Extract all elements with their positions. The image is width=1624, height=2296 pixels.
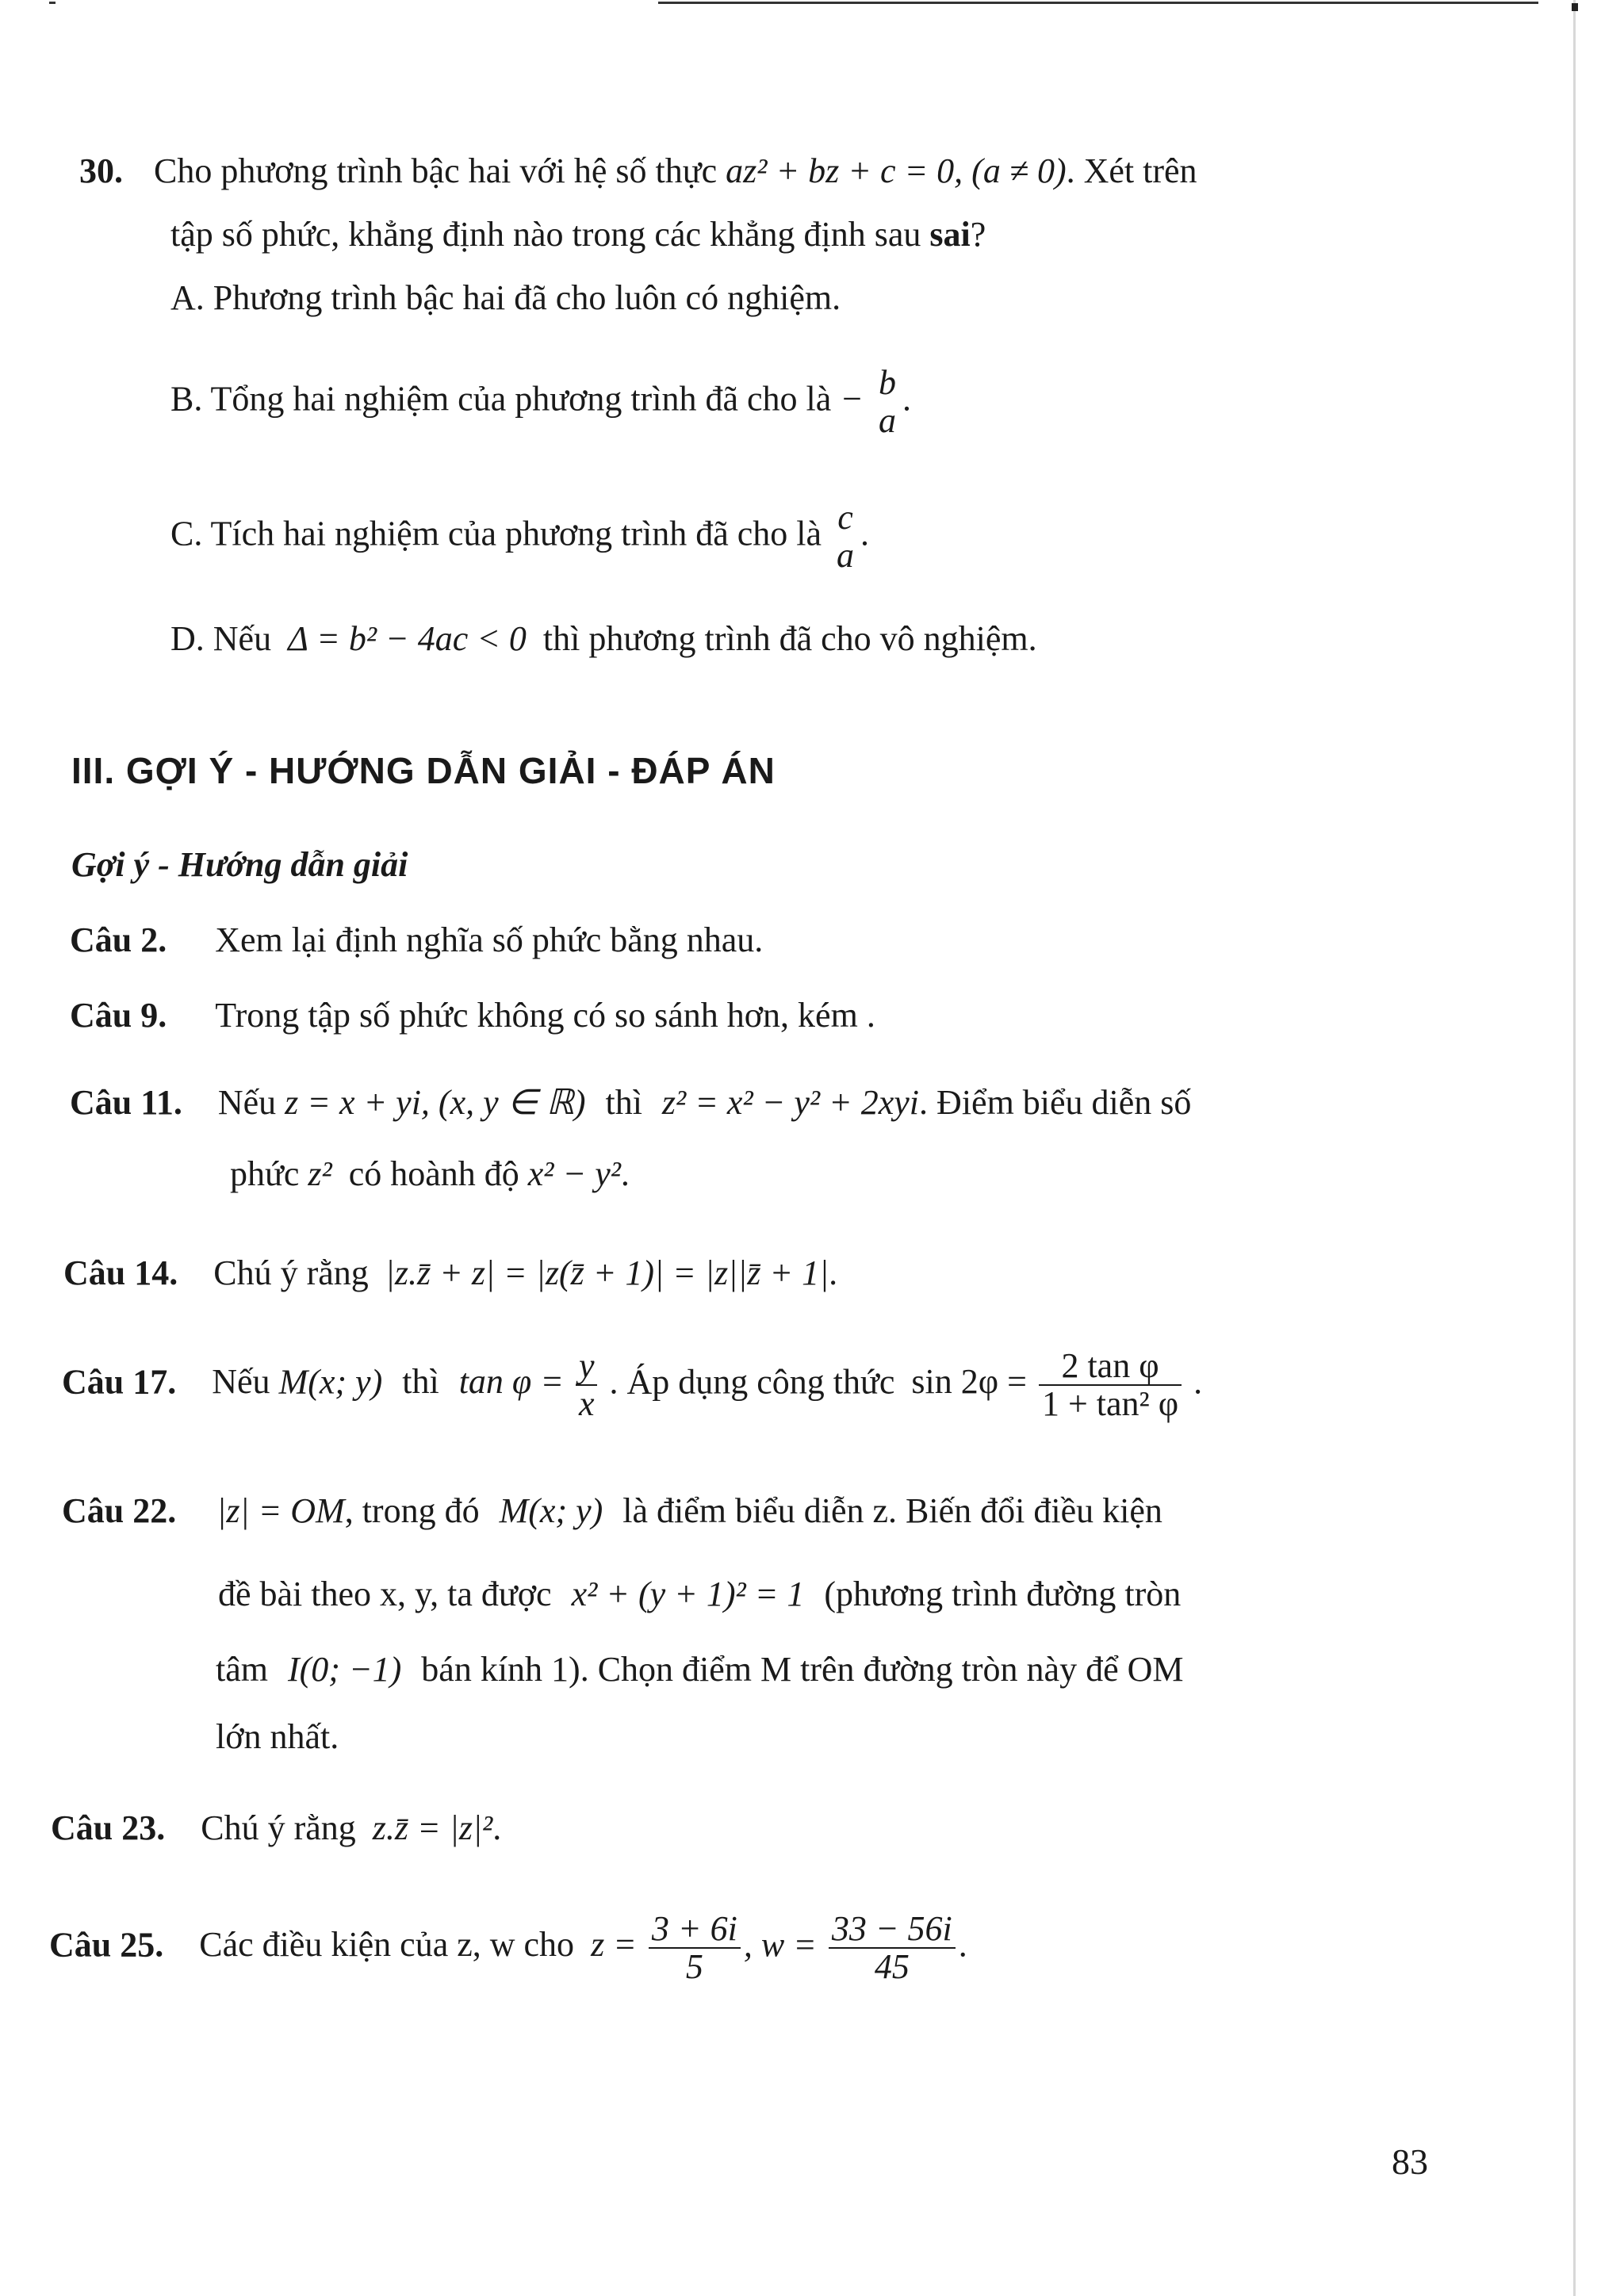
hint-text: có hoành độ: [348, 1154, 519, 1193]
question-text-end: . Xét trên: [1066, 151, 1197, 190]
hint-text: Chú ý rằng: [201, 1808, 356, 1847]
hint-cau-22-line-1: [62, 1490, 1162, 1533]
hint-formula: z =: [591, 1925, 637, 1965]
option-c-text: C. Tích hai nghiệm của phương trình đã cho là: [170, 514, 822, 553]
hint-formula: z²: [308, 1154, 332, 1193]
hint-cau-2: [70, 920, 763, 962]
hint-label: Câu 9.: [70, 996, 167, 1035]
w-fraction: [829, 1911, 956, 1985]
fraction-numerator: y: [576, 1348, 598, 1386]
question-30-line-1: [79, 151, 1197, 193]
fraction-numerator: 33 − 56i: [829, 1911, 956, 1949]
hint-text: . Điểm biểu diễn số: [919, 1083, 1192, 1122]
option-b-text: B. Tổng hai nghiệm của phương trình đã cho là: [170, 379, 832, 419]
hint-text: .: [620, 1154, 630, 1193]
fraction-numerator: 2 tan φ: [1039, 1348, 1182, 1386]
hint-formula: |z| = OM: [216, 1491, 345, 1530]
question-text-2-end: ?: [970, 215, 986, 254]
question-emphasis: sai: [929, 215, 971, 254]
option-d-text-end: thì phương trình đã cho vô nghiệm.: [542, 619, 1037, 658]
option-b-sign: −: [840, 379, 864, 419]
hint-label: Câu 17.: [62, 1362, 177, 1402]
fraction-denominator: a: [837, 536, 855, 576]
hint-text: .: [1193, 1362, 1203, 1402]
fraction-denominator: 45: [874, 1947, 910, 1987]
fraction-numerator: 3 + 6i: [649, 1911, 741, 1949]
hint-label: Câu 2.: [70, 920, 167, 959]
hint-cau-9: [70, 995, 875, 1037]
question-equation: az² + bz + c = 0, (a ≠ 0): [726, 151, 1067, 190]
hint-text: Nếu: [212, 1362, 270, 1402]
hint-label: Câu 23.: [51, 1808, 166, 1847]
hint-cau-23: [51, 1808, 501, 1850]
option-c-fraction: [833, 499, 857, 574]
hint-formula: sin 2φ =: [911, 1362, 1027, 1402]
hint-cau-22-line-4: lớn nhất.: [216, 1717, 339, 1756]
hint-text: Trong tập số phức không có so sánh hơn, kém .: [215, 996, 875, 1035]
hint-text: .: [492, 1808, 502, 1847]
hint-formula: z.z̄ = |z|²: [372, 1808, 493, 1847]
fraction-denominator: a: [878, 401, 896, 441]
hint-text: (phương trình đường tròn: [824, 1575, 1182, 1613]
z-fraction: [649, 1911, 741, 1985]
hint-text: tâm: [216, 1650, 268, 1689]
hint-text: Nếu: [217, 1083, 277, 1122]
hint-formula: z = x + yi, (x, y ∈ ℝ): [285, 1083, 586, 1122]
hint-cau-17: [62, 1348, 1202, 1422]
question-text-2: tập số phức, khẳng định nào trong các khẳng định sau: [170, 215, 921, 254]
top-rule: [658, 2, 1538, 4]
hint-label: Câu 11.: [70, 1083, 182, 1122]
tan-fraction: [576, 1348, 598, 1422]
hint-text: Chú ý rằng: [213, 1253, 369, 1292]
hint-formula: tan φ =: [458, 1362, 564, 1402]
hint-label: Câu 22.: [62, 1491, 177, 1530]
question-text: Cho phương trình bậc hai với hệ số thực: [154, 151, 718, 190]
hint-text: , trong đó: [344, 1491, 480, 1530]
hint-formula: |z.z̄ + z| = |z(z̄ + 1)| = |z||z̄ + 1|: [385, 1253, 829, 1292]
hint-text: thì: [605, 1083, 642, 1122]
hint-text: .: [958, 1925, 967, 1965]
hint-text: đề bài theo x, y, ta được: [218, 1575, 552, 1613]
hint-formula: x² − y²: [527, 1154, 621, 1193]
hint-formula: I(0; −1): [287, 1650, 402, 1689]
hint-formula: M(x; y): [499, 1491, 603, 1530]
option-d-text: D. Nếu: [170, 619, 272, 658]
hint-formula: z² = x² − y² + 2xyi: [661, 1083, 920, 1122]
hint-cau-11-line-2: [230, 1154, 630, 1196]
fraction-denominator: 5: [685, 1947, 703, 1987]
option-a: A. Phương trình bậc hai đã cho luôn có nghiệm.: [170, 278, 841, 317]
question-30-line-2: [170, 214, 986, 256]
hint-label: Câu 14.: [63, 1253, 178, 1292]
option-d-formula: Δ = b² − 4ac < 0: [288, 619, 527, 658]
hint-cau-22-line-3: [216, 1649, 1184, 1691]
option-c: C. Tích hai nghiệm của phương trình đã cho là c a .: [170, 498, 870, 576]
hint-cau-11-line-1: [70, 1082, 1191, 1124]
fraction-denominator: 1 + tan² φ: [1041, 1384, 1179, 1424]
fraction-numerator: b: [878, 363, 896, 402]
hint-text: . Áp dụng công thức: [609, 1362, 895, 1402]
hint-formula: M(x; y): [278, 1362, 383, 1402]
hint-text: bán kính 1). Chọn điểm M trên đường tròn này để OM: [421, 1650, 1184, 1689]
hint-text: phức: [230, 1154, 300, 1193]
fraction-numerator: c: [837, 498, 853, 537]
hint-text: Các điều kiện của z, w cho: [199, 1925, 575, 1965]
hint-text: Xem lại định nghĩa số phức bằng nhau.: [215, 920, 764, 959]
question-number: 30.: [79, 151, 123, 190]
section-heading: III. GỢI Ý - HƯỚNG DẪN GIẢI - ĐÁP ÁN: [71, 750, 776, 791]
section-subheading: Gợi ý - Hướng dẫn giải: [71, 845, 408, 884]
hint-text: .: [829, 1253, 838, 1292]
hint-cau-14: [63, 1253, 837, 1295]
page-edge: [1573, 0, 1576, 2296]
hint-formula: x² + (y + 1)² = 1: [571, 1575, 805, 1613]
sin2-fraction: [1039, 1348, 1182, 1422]
hint-formula: , w =: [743, 1925, 817, 1965]
hint-cau-22-line-2: [218, 1574, 1181, 1616]
page-number: 83: [1392, 2141, 1428, 2182]
option-b: B. Tổng hai nghiệm của phương trình đã cho là − b a .: [170, 363, 911, 441]
option-d: [170, 618, 1037, 660]
hint-text: thì: [402, 1362, 439, 1402]
top-mark: [49, 2, 56, 4]
option-b-fraction: [875, 365, 899, 439]
hint-label: Câu 25.: [49, 1925, 164, 1965]
fraction-denominator: x: [578, 1384, 595, 1424]
hint-text: là điểm biểu diễn z. Biến đổi điều kiện: [622, 1491, 1162, 1530]
page-edge-mark: [1572, 3, 1578, 11]
hint-cau-25: [49, 1911, 967, 1985]
